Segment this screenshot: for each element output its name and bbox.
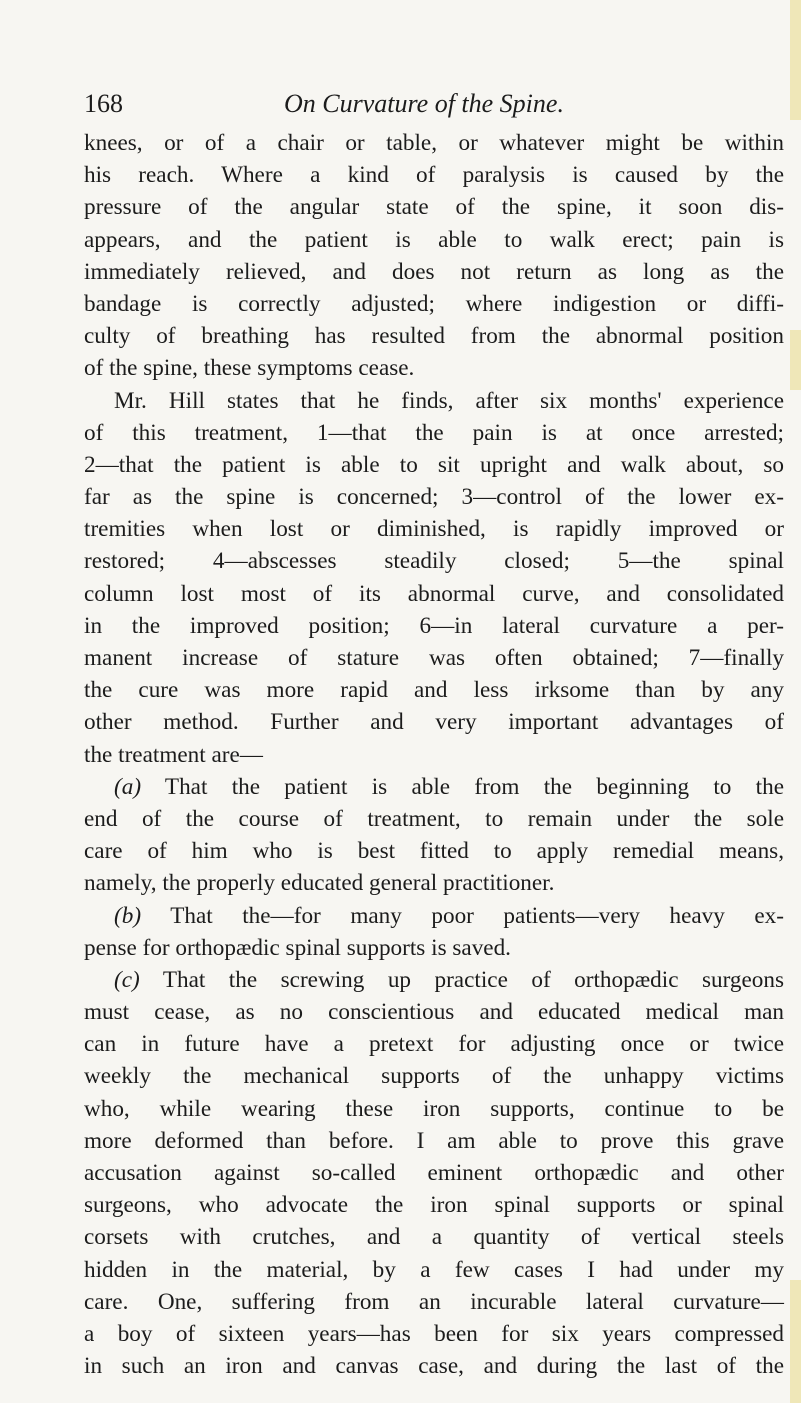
text-segment: That the—for many poor patients—very heavy ex-: [170, 902, 784, 929]
text-line: pense for orthopædic spinal supports is saved.: [84, 934, 511, 961]
text-line: knees, or of a chair or table, or whatever might be within: [84, 130, 784, 156]
text-line: weekly the mechanical supports of the unhappy victims: [84, 1063, 784, 1090]
text-line: manent increase of stature was often obtained; 7—finally: [84, 645, 784, 671]
page-edge-discoloration: [790, 0, 801, 120]
item-marker-b: (b): [114, 902, 142, 929]
text-line: accusation against so-called eminent orthopædic and other: [84, 1160, 784, 1186]
running-title: On Curvature of the Spine.: [284, 89, 564, 118]
text-line: far as the spine is concerned; 3—control of the lower ex-: [84, 484, 784, 511]
text-line: in such an iron and canvas case, and during the last of the: [84, 1353, 784, 1380]
text-line: other method. Further and very important advantages of: [84, 709, 784, 736]
text-segment: That the patient is able from the beginning to the: [164, 773, 784, 800]
text-line: of this treatment, 1—that the pain is at once arrested;: [84, 419, 784, 446]
item-marker-a: (a): [114, 773, 142, 800]
text-line: the cure was more rapid and less irksome than by any: [84, 677, 784, 704]
text-line: care. One, suffering from an incurable lateral curvature—: [84, 1288, 784, 1315]
text-line: end of the course of treatment, to remain under the sole: [84, 805, 784, 832]
text-line: in the improved position; 6—in lateral curvature a per-: [84, 612, 784, 639]
text-line: culty of breathing has resulted from the abnormal position: [84, 323, 784, 350]
running-head: [84, 86, 774, 122]
text-line: care of him who is best fitted to apply remedial means,: [84, 838, 784, 865]
text-line: bandage is correctly adjusted; where indigestion or diffi-: [84, 290, 784, 317]
page-edge-discoloration: [790, 1280, 801, 1403]
page-number: 168: [84, 89, 123, 118]
text-line: of the spine, these symptoms cease.: [84, 355, 415, 382]
text-line: restored; 4—abscesses steadily closed; 5—the spinal: [84, 548, 784, 575]
text-line: [84, 900, 784, 932]
text-line: corsets with crutches, and a quantity of vertical steels: [84, 1224, 784, 1251]
text-line: must cease, as no conscientious and educated medical man: [84, 999, 784, 1026]
text-line: pressure of the angular state of the spine, it soon dis-: [84, 194, 784, 221]
body-text: [84, 127, 784, 1382]
text-line: namely, the properly educated general practitioner.: [84, 870, 555, 897]
text-line: can in future have a pretext for adjusting once or twice: [84, 1031, 784, 1058]
text-line: [84, 771, 784, 803]
text-line: surgeons, who advocate the iron spinal supports or spinal: [84, 1192, 784, 1219]
text-line: who, while wearing these iron supports, continue to be: [84, 1095, 784, 1122]
page-edge-discoloration: [790, 330, 801, 390]
text-line: his reach. Where a kind of paralysis is caused by the: [84, 162, 784, 189]
text-line: immediately relieved, and does not return as long as the: [84, 258, 784, 285]
item-marker-c: (c): [114, 966, 140, 993]
text-line: a boy of sixteen years—has been for six years compressed: [84, 1320, 784, 1347]
text-line: hidden in the material, by a few cases I had under my: [84, 1256, 784, 1283]
text-line: 2—that the patient is able to sit upright and walk about, so: [84, 451, 784, 478]
text-line: column lost most of its abnormal curve, and consolidated: [84, 580, 784, 607]
text-line: appears, and the patient is able to walk erect; pain is: [84, 226, 784, 253]
text-line: more deformed than before. I am able to prove this grave: [84, 1127, 784, 1154]
text-line: Mr. Hill states that he finds, after six months' experience: [114, 387, 784, 414]
text-line: tremities when lost or diminished, is rapidly improved or: [84, 516, 784, 543]
text-line: [84, 964, 784, 996]
text-line: the treatment are—: [84, 741, 263, 768]
text-segment: That the screwing up practice of orthopædic surgeons: [162, 966, 784, 993]
